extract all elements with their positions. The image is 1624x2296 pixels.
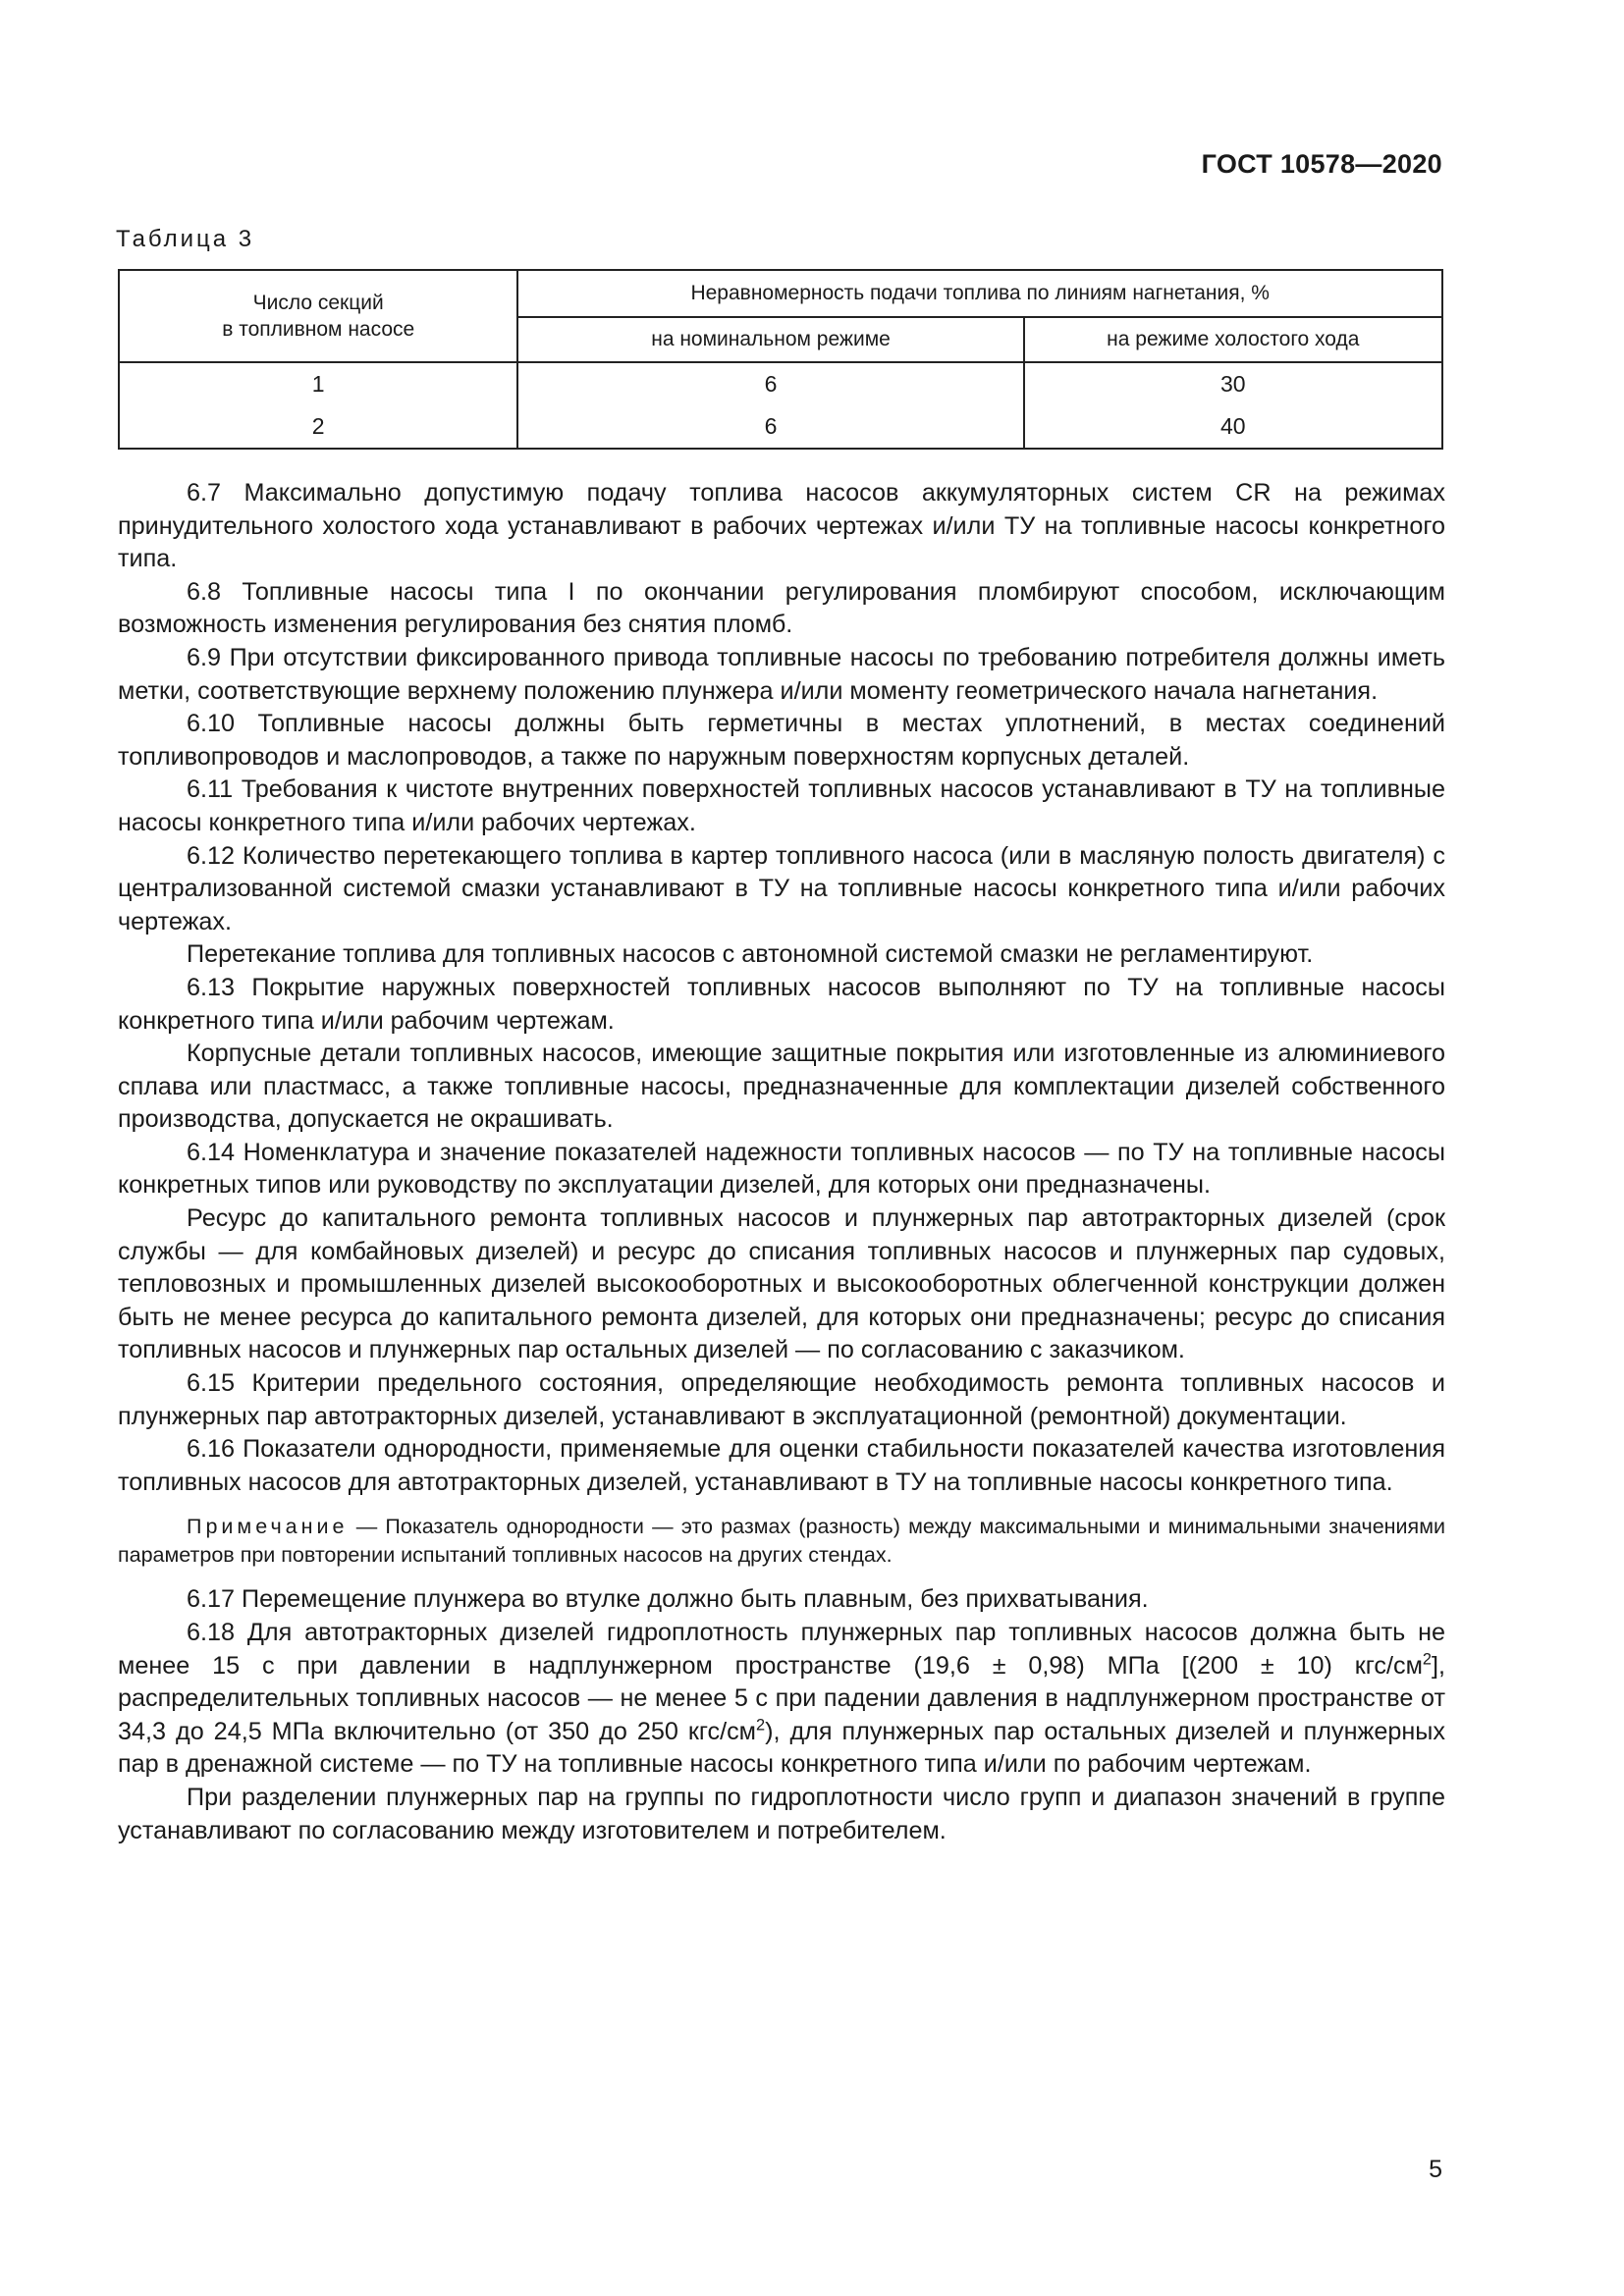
paragraph-6-14: 6.14 Номенклатура и значение показателей надежности топливных насосов — по ТУ на топливные насосы конкретных типов или руководству по эксплуатации дизелей, для которых они предназначены. [118, 1138, 1445, 1200]
table-cell: 6 [517, 405, 1023, 449]
body-text [118, 477, 1445, 1847]
document-code: ГОСТ 10578—2020 [1201, 149, 1442, 179]
page-number: 5 [1429, 2156, 1442, 2183]
paragraph-6-10: 6.10 Топливные насосы должны быть герметичны в местах уплотнений, в местах соединений топливопроводов и маслопроводов, а также по наружным поверхностям корпусных деталей. [118, 710, 1445, 771]
note-text: — Показатель однородности — это размах (разность) между максимальными и минимальными значениями параметров при повторении испытаний топливных насосов на других стендах. [118, 1515, 1445, 1568]
paragraph-6-18-part-c: ), для плунжерных пар остальных дизелей и плунжерных пар в дренажной системе — по ТУ на топливные насосы конкретного типа и/или по рабочим чертежам. [118, 1717, 1445, 1779]
group-header-cell: Неравномерность подачи топлива по линиям нагнетания, % [517, 270, 1442, 317]
paragraph-6-11: 6.11 Требования к чистоте внутренних поверхностей топливных насосов устанавливают в ТУ на топливные насосы конкретного типа и/или рабочих чертежах. [118, 775, 1445, 836]
paragraph-6-16: 6.16 Показатели однородности, применяемые для оценки стабильности показателей качества изготовления топливных насосов для автотракторных дизелей, устанавливают в ТУ на топливные насосы конкретного типа. [118, 1435, 1445, 1496]
table-cell: 40 [1024, 405, 1442, 449]
paragraph-6-17: 6.17 Перемещение плунжера во втулке должно быть плавным, без прихватывания. [187, 1585, 1149, 1614]
note-label: Примечание [187, 1515, 349, 1539]
paragraph-6-18-part-a: 6.18 Для автотракторных дизелей гидроплотность плунжерных пар топливных насосов должна быть не менее 15 с при давлении в надплунжерном пространстве (19,6 ± 0,98) МПа [(200 ± 10) кгс/см [118, 1619, 1445, 1680]
superscript: 2 [756, 1716, 766, 1735]
table-cell: 30 [1024, 362, 1442, 405]
paragraph-6-18-part-b: ], распределительных топливных насосов — не менее 5 с при падении давления в надплунжерном пространстве от 34,3 до 24,5 МПа включительно (от 350 до 250 кгс/см [118, 1651, 1445, 1745]
paragraph-6-18-groups: При разделении плунжерных пар на группы по гидроплотности число групп и диапазон значений в группе устанавливают по согласованию между изготовителем и потребителем. [118, 1783, 1445, 1844]
table-row [119, 405, 1442, 449]
row-header-text: Число секций в топливном насосе [222, 291, 415, 341]
table-cell: 2 [119, 405, 517, 449]
row-header-cell [119, 270, 517, 362]
paragraph-6-14-resource: Ресурс до капитального ремонта топливных насосов и плунжерных пар автотракторных дизелей (срок службы — для комбайновых дизелей) и ресурс до списания топливных насосов и плунжерных пар судовых, тепловозных и промышленных дизелей высокооборотных и высокооборотных облегченной конструкции должен быть не менее ресурса до капитального ремонта дизелей, для которых они предназначены; ресурс до списания топливных насосов и плунжерных пар остальных дизелей — по согласованию с заказчиком. [118, 1204, 1445, 1364]
paragraph-6-13: 6.13 Покрытие наружных поверхностей топливных насосов выполняют по ТУ на топливные насосы конкретного типа и/или рабочим чертежам. [118, 973, 1445, 1035]
data-table [118, 269, 1443, 450]
note [118, 1513, 1445, 1570]
paragraph-6-12: 6.12 Количество перетекающего топлива в картер топливного насоса (или в масляную полость двигателя) с централизованной системой смазки устанавливают в ТУ на топливные насосы конкретного типа и/или рабочих чертежах. [118, 841, 1445, 935]
table-cell: 1 [119, 362, 517, 405]
superscript: 2 [1422, 1650, 1432, 1669]
paragraph-6-12-overflow: Перетекание топлива для топливных насосов с автономной системой смазки не регламентируют. [187, 940, 1314, 969]
table-row [119, 362, 1442, 405]
paragraph-6-9: 6.9 При отсутствии фиксированного привода топливные насосы по требованию потребителя должны иметь метки, соответствующие верхнему положению плунжера и/или моменту геометрического начала нагнетания. [118, 643, 1445, 705]
paragraph-6-8: 6.8 Топливные насосы типа I по окончании регулирования пломбируют способом, исключающим возможность изменения регулирования без снятия пломб. [118, 577, 1445, 639]
sub-header-nominal: на номинальном режиме [517, 317, 1023, 362]
paragraph-6-18 [118, 1617, 1445, 1782]
paragraph-6-7: 6.7 Максимально допустимую подачу топлива насосов аккумуляторных систем CR на режимах принудительного холостого хода устанавливают в рабочих чертежах и/или ТУ на топливные насосы конкретного типа. [118, 479, 1445, 573]
sub-header-idle: на режиме холостого хода [1024, 317, 1442, 362]
paragraph-6-13-housing: Корпусные детали топливных насосов, имеющие защитные покрытия или изготовленные из алюминиевого сплава или пластмасс, а также топливные насосы, предназначенные для комплектации дизелей собственного производства, допускается не окрашивать. [118, 1040, 1445, 1134]
table-cell: 6 [517, 362, 1023, 405]
table-caption: Таблица 3 [116, 226, 255, 252]
paragraph-6-15: 6.15 Критерии предельного состояния, определяющие необходимость ремонта топливных насосов и плунжерных пар автотракторных дизелей, устанавливают в эксплуатационной (ремонтной) документации. [118, 1369, 1445, 1430]
